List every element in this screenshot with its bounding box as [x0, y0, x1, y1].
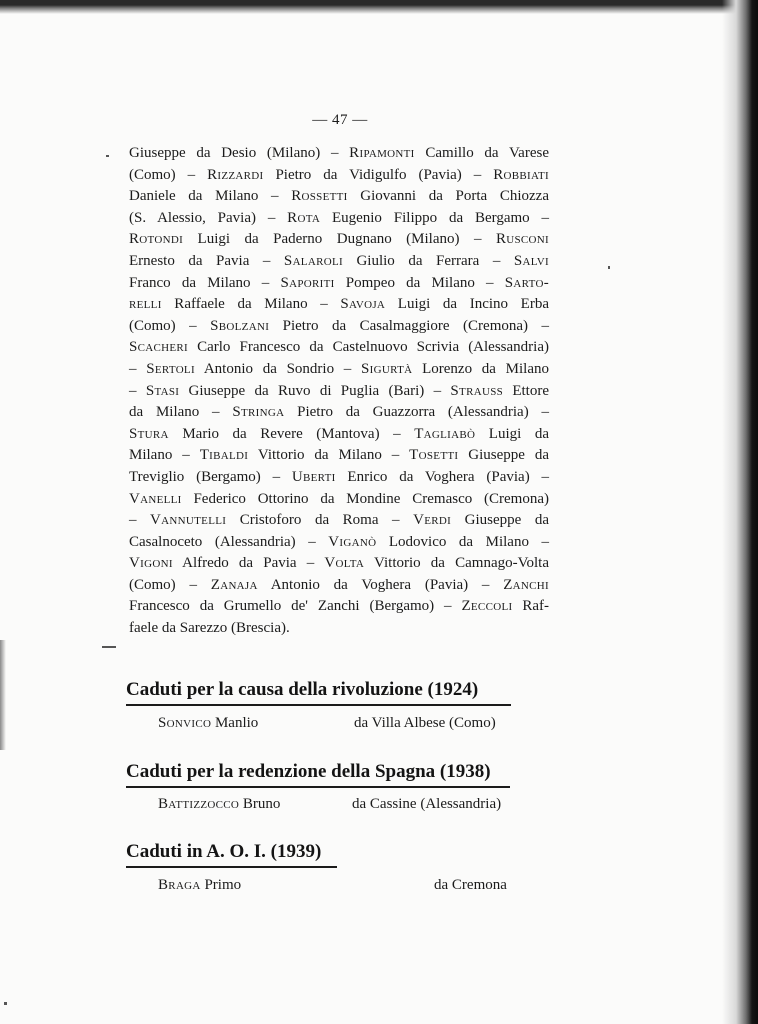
surname-smallcaps: Tosetti — [409, 447, 459, 464]
entry-row — [158, 875, 241, 895]
line-text: Antonio da Voghera (Pavia) – — [257, 576, 504, 593]
surname-smallcaps: Salvi — [513, 252, 549, 269]
section-title-rivoluzione: Caduti per la causa della rivoluzione (1924) — [126, 679, 479, 700]
paragraph-line — [129, 510, 549, 532]
line-text: Cristoforo da Roma – — [226, 512, 414, 529]
line-text: Pietro da Casalmaggiore (Cremona) – — [269, 317, 549, 334]
paragraph-line — [129, 337, 549, 359]
line-text: (Como) – — [129, 166, 208, 183]
surname-smallcaps: Uberti — [291, 468, 336, 485]
line-text: Vittorio da Milano – — [248, 447, 410, 464]
surname-smallcaps: Rossetti — [291, 188, 348, 205]
scan-speck — [608, 266, 610, 269]
paragraph-line — [129, 489, 549, 511]
scan-speck — [106, 155, 109, 157]
scan-speck — [102, 646, 116, 648]
paragraph-line — [129, 532, 549, 554]
paragraph-line — [129, 596, 549, 618]
entry-row — [158, 713, 258, 733]
line-text: Enrico da Voghera (Pavia) – — [335, 468, 549, 485]
line-text: – — [129, 360, 147, 377]
paragraph-line — [129, 424, 549, 446]
line-text: Federico Ottorino da Mondine Cremasco (Cremona) — [181, 490, 549, 507]
surname-smallcaps: Vanelli — [129, 490, 182, 507]
line-text: Luigi da — [475, 425, 549, 442]
surname-smallcaps: Stasi — [145, 382, 180, 399]
entry-surname: Braga — [158, 877, 201, 893]
surname-smallcaps: Rotondi — [129, 231, 184, 248]
line-text: Franco da Milano – — [129, 274, 281, 291]
surname-smallcaps: Tagliabò — [414, 425, 476, 442]
surname-smallcaps: Rusconi — [495, 231, 549, 248]
paragraph-line — [129, 229, 549, 251]
line-text: faele da Sarezzo (Brescia). — [129, 620, 290, 637]
surname-smallcaps: Zanaja — [210, 576, 258, 593]
line-text: Lorenzo da Milano — [412, 360, 549, 377]
line-text: Pietro da Guazzorra (Alessandria) – — [284, 404, 549, 421]
section-underline — [126, 704, 511, 706]
paragraph-line — [129, 402, 549, 424]
line-text: da Milano – — [129, 404, 233, 421]
surname-smallcaps: Zeccoli — [461, 598, 513, 615]
surname-smallcaps: Rizzardi — [207, 166, 264, 183]
paragraph-line — [129, 208, 549, 230]
surname-smallcaps: Scacheri — [129, 339, 189, 356]
surname-smallcaps: Ripamonti — [349, 145, 415, 161]
line-text: Alfredo da Pavia – — [172, 555, 325, 572]
scan-speck — [4, 1002, 7, 1005]
paragraph-line — [129, 575, 549, 597]
surname-smallcaps: Zanchi — [503, 576, 549, 593]
entry-origin: da Cassine (Alessandria) — [352, 796, 502, 812]
line-text: Milano – — [129, 447, 200, 464]
line-text: Giuseppe da Desio (Milano) – — [129, 145, 350, 161]
line-text: Luigi da Incino Erba — [385, 296, 549, 313]
line-text: Pompeo da Milano – — [334, 274, 505, 291]
paragraph-line — [129, 381, 549, 403]
surname-smallcaps: Rota — [287, 209, 321, 226]
line-text: Raf- — [512, 598, 549, 615]
paragraph-line — [129, 251, 549, 273]
surname-smallcaps: Sigurtà — [361, 360, 413, 377]
entry-name: Primo — [204, 877, 242, 893]
section-title-spagna: Caduti per la redenzione della Spagna (1938) — [126, 761, 491, 782]
section-underline — [126, 786, 510, 788]
line-text: (Como) – — [129, 317, 211, 334]
surname-smallcaps: Robbiati — [493, 166, 549, 183]
line-text: – — [129, 512, 151, 529]
line-text: Ettore — [503, 382, 549, 399]
scan-edge-left — [0, 640, 6, 750]
line-text: Giulio da Ferrara – — [342, 252, 514, 269]
paragraph-line — [129, 143, 549, 165]
section-title-aoi: Caduti in A. O. I. (1939) — [126, 841, 322, 862]
scan-edge-right — [722, 0, 758, 1024]
entry-origin: da Cremona — [434, 877, 507, 893]
paragraph-line — [129, 316, 549, 338]
scan-edge-top — [0, 0, 758, 14]
surname-smallcaps: Strauss — [450, 382, 504, 399]
line-text: Carlo Francesco da Castelnuovo Scrivia (Alessandria) — [188, 339, 549, 356]
section-underline — [126, 866, 337, 868]
surname-smallcaps: Sertoli — [146, 360, 195, 377]
page-number: — 47 — — [312, 112, 368, 128]
line-text: Giuseppe da Ruvo di Puglia (Bari) – — [179, 382, 451, 399]
line-text: Antonio da Sondrio – — [194, 360, 362, 377]
line-text: – — [129, 382, 146, 399]
surname-smallcaps: Verdi — [413, 512, 452, 529]
line-text: Daniele da Milano – — [129, 188, 292, 205]
paragraph-line — [129, 553, 549, 575]
line-text: Giuseppe da — [458, 447, 549, 464]
line-text: Treviglio (Bergamo) – — [129, 468, 292, 485]
line-text: Lodovico da Milano – — [376, 533, 549, 550]
entry-surname: Battizzocco — [158, 796, 240, 812]
surname-smallcaps: Salaroli — [283, 252, 343, 269]
surname-smallcaps: Sbolzani — [210, 317, 270, 334]
line-text: Casalnoceto (Alessandria) – — [129, 533, 329, 550]
paragraph-line — [129, 186, 549, 208]
name-list-paragraph — [129, 143, 549, 640]
line-text: Pietro da Vidigulfo (Pavia) – — [263, 166, 494, 183]
paragraph-line — [129, 445, 549, 467]
surname-smallcaps: Stura — [129, 425, 169, 442]
line-text: Francesco da Grumello de' Zanchi (Bergamo) – — [129, 598, 462, 615]
surname-smallcaps: Saporiti — [280, 274, 335, 291]
line-text: Luigi da Paderno Dugnano (Milano) – — [183, 231, 496, 248]
entry-surname: Sonvico — [158, 715, 212, 731]
line-text: Camillo da Varese — [414, 145, 549, 161]
line-text: Giuseppe da — [451, 512, 549, 529]
line-text: Eugenio Filippo da Bergamo – — [320, 209, 549, 226]
paragraph-line — [129, 618, 549, 640]
line-text: (Como) – — [129, 576, 211, 593]
entry-name: Manlio — [214, 715, 259, 731]
line-text: Mario da Revere (Mantova) – — [168, 425, 415, 442]
paragraph-line — [129, 165, 549, 187]
entry-row — [158, 794, 280, 814]
surname-smallcaps: Vannutelli — [150, 512, 227, 529]
surname-smallcaps: relli — [129, 296, 162, 313]
surname-smallcaps: Vigoni — [129, 555, 173, 572]
surname-smallcaps: Tibaldi — [199, 447, 249, 464]
line-text: Raffaele da Milano – — [161, 296, 341, 313]
surname-smallcaps: Stringa — [232, 404, 285, 421]
paragraph-line — [129, 294, 549, 316]
line-text: Vittorio da Camnago-Volta — [364, 555, 549, 572]
paragraph-line — [129, 273, 549, 295]
surname-smallcaps: Sarto- — [504, 274, 549, 291]
entry-name: Bruno — [242, 796, 281, 812]
entry-origin: da Villa Albese (Como) — [354, 715, 496, 731]
surname-smallcaps: Viganò — [328, 533, 377, 550]
line-text: Giovanni da Porta Chiozza — [347, 188, 549, 205]
surname-smallcaps: Volta — [324, 555, 365, 572]
paragraph-line — [129, 359, 549, 381]
surname-smallcaps: Savoja — [340, 296, 386, 313]
paragraph-line — [129, 467, 549, 489]
line-text: Ernesto da Pavia – — [129, 252, 284, 269]
line-text: (S. Alessio, Pavia) – — [129, 209, 288, 226]
